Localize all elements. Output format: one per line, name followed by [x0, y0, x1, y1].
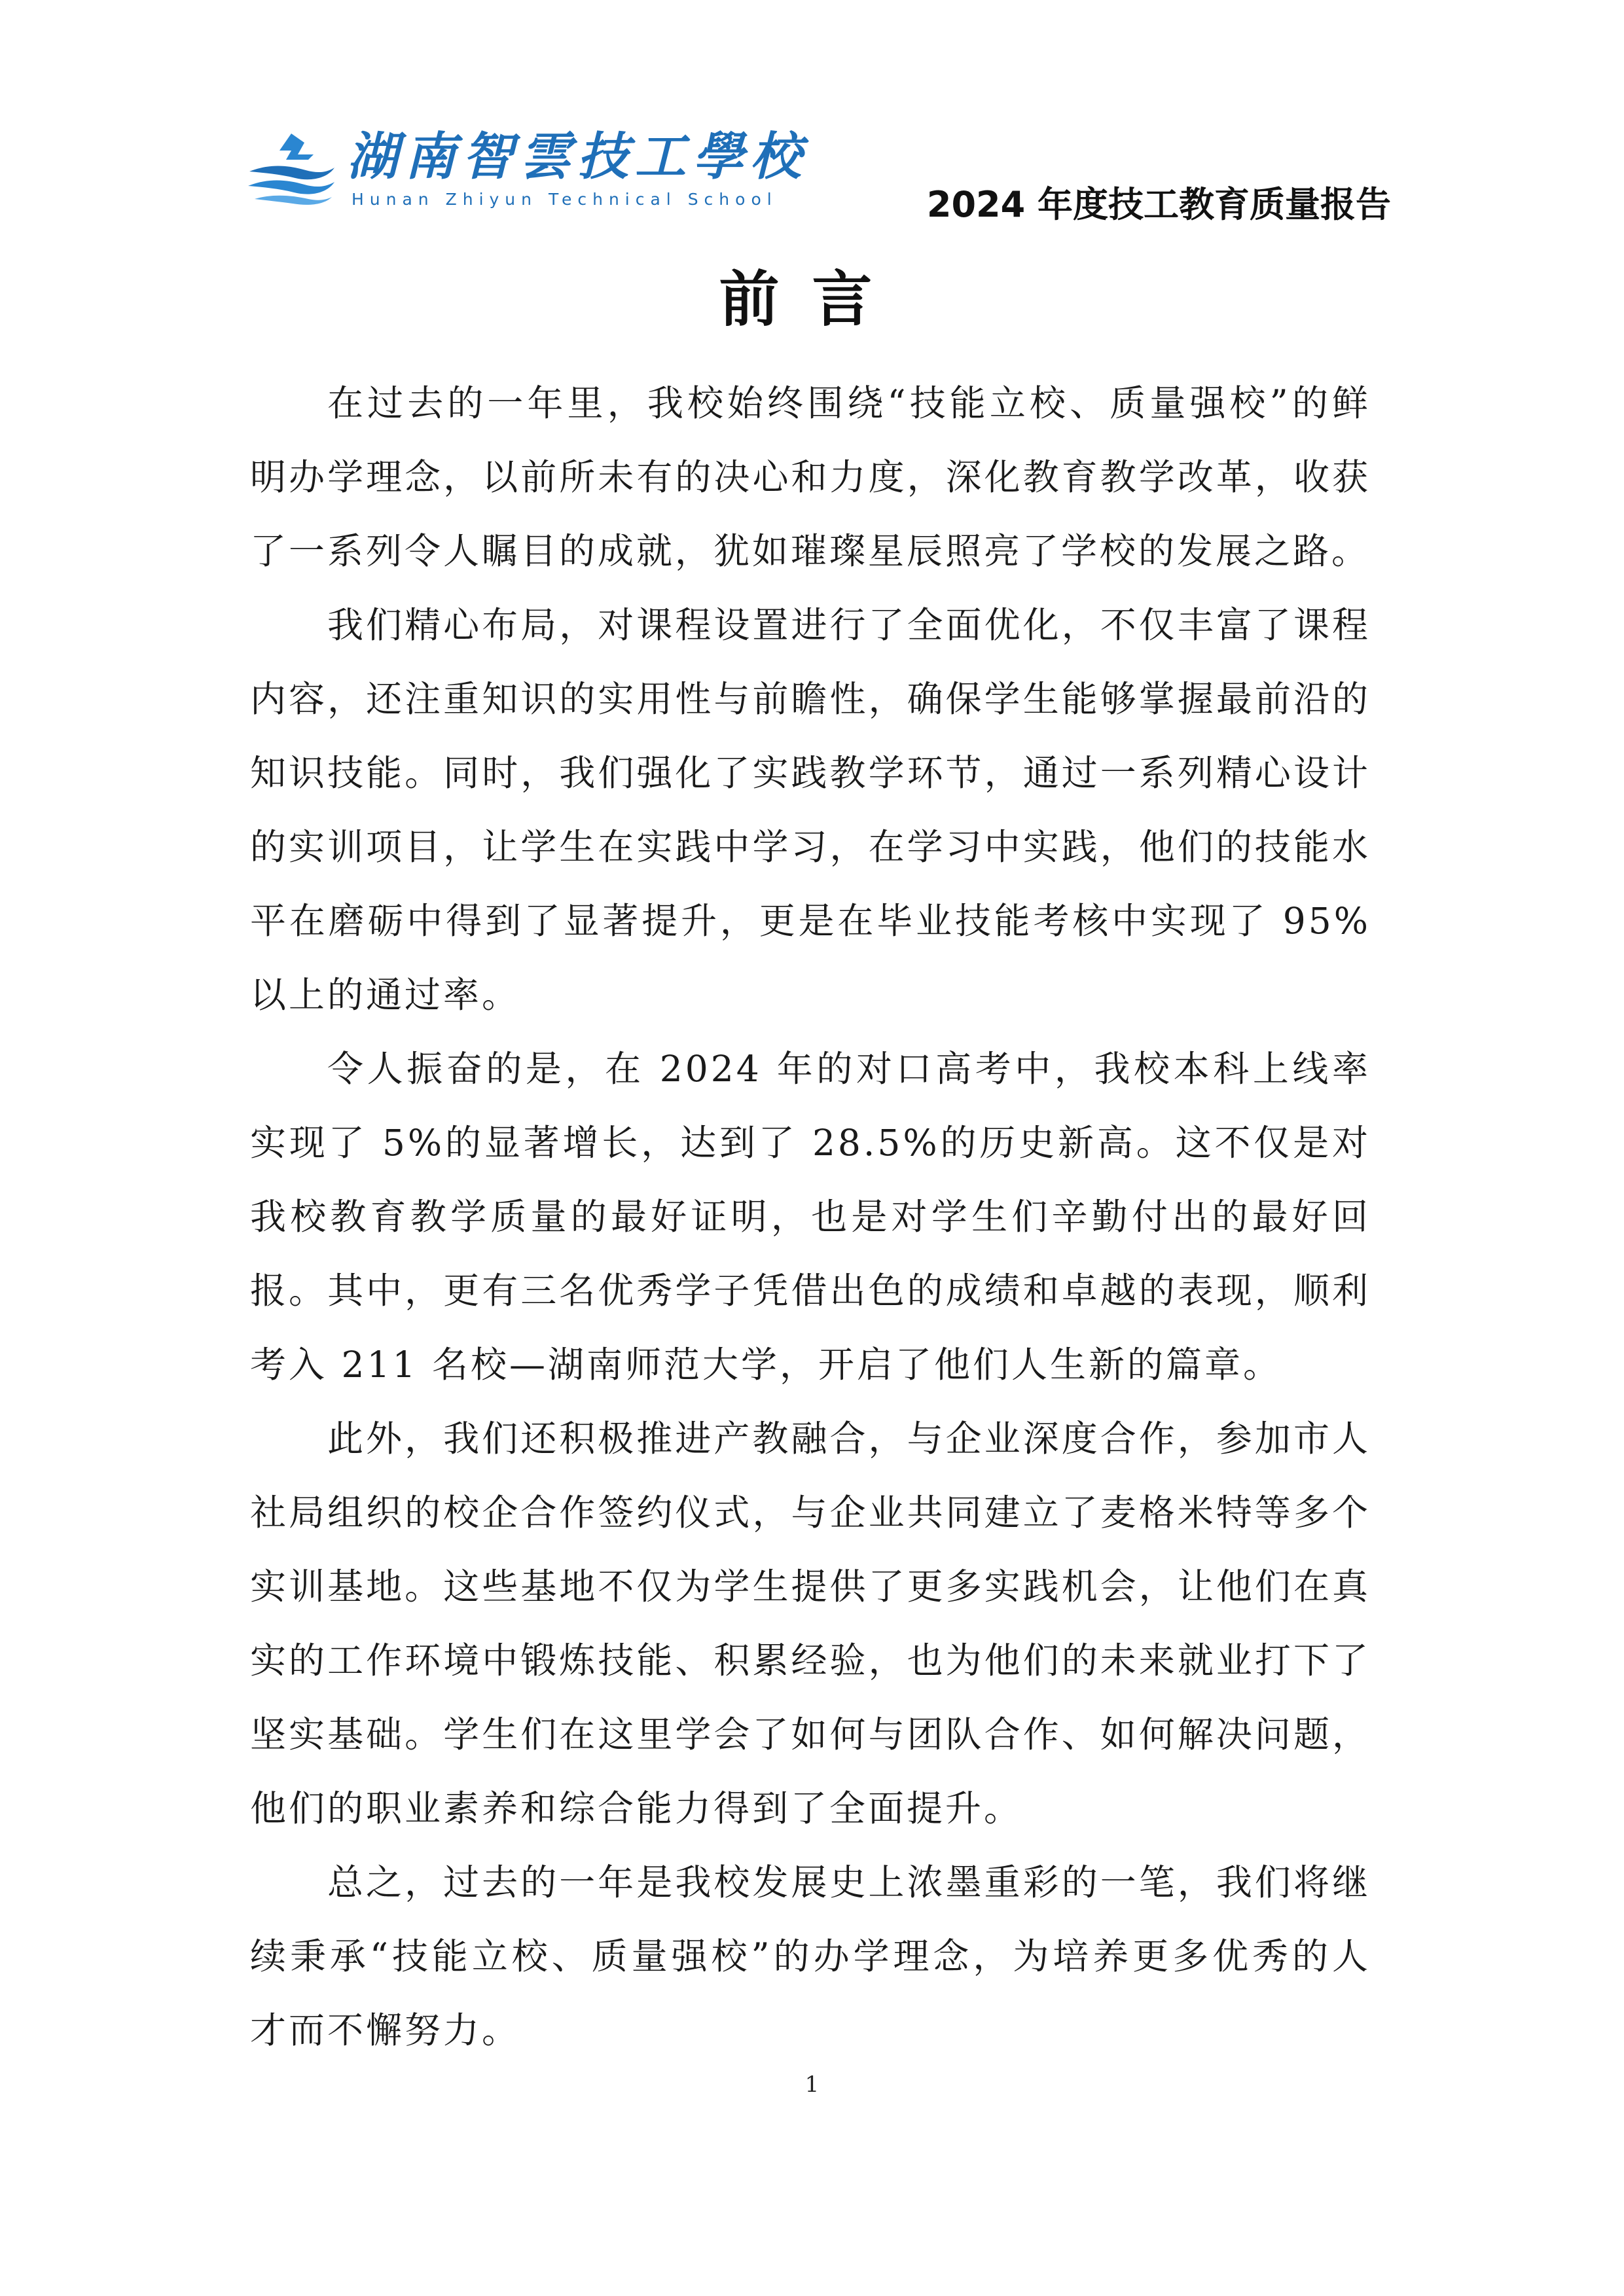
page-heading: 前言	[719, 264, 905, 334]
body-content	[250, 367, 1371, 2068]
paragraph-2: 我们精心布局，对课程设置进行了全面优化，不仅丰富了课程内容，还注重知识的实用性与前瞻性，确保学生能够掌握最前沿的知识技能。同时，我们强化了实践教学环节，通过一系列精心设计的实训项目，让学生在实践中学习，在学习中实践，他们的技能水平在磨砺中得到了显著提升，更是在毕业技能考核中实现了 95%以上的通过率。	[250, 604, 1371, 1016]
school-logo	[245, 124, 808, 223]
paragraph-4: 此外，我们还积极推进产教融合，与企业深度合作，参加市人社局组织的校企合作签约仪式，与企业共同建立了麦格米特等多个实训基地。这些基地不仅为学生提供了更多实践机会，让他们在真实的工作环境中锻炼技能、积累经验，也为他们的未来就业打下了坚实基础。学生们在这里学会了如何与团队合作、如何解决问题，他们的职业素养和综合能力得到了全面提升。	[250, 1418, 1371, 1829]
report-title: 2024 年度技工教育质量报告	[926, 184, 1391, 225]
paragraph-5: 总之，过去的一年是我校发展史上浓墨重彩的一笔，我们将继续秉承“技能立校、质量强校”的办学理念，为培养更多优秀的人才而不懈努力。	[250, 1861, 1371, 2051]
wave-logo-icon	[245, 131, 337, 206]
logo-chinese-name: 湖南智雲技工學校	[347, 127, 808, 187]
paragraph-3: 令人振奋的是，在 2024 年的对口高考中，我校本科上线率实现了 5%的显著增长，达到了 28.5%的历史新高。这不仅是对我校教育教学质量的最好证明，也是对学生们辛勤付出的最好回报。其中，更有三名优秀学子凭借出色的成绩和卓越的表现，顺利考入 211 名校—湖南师范大学，开启了他们人生新的篇章。	[250, 1048, 1371, 1386]
page-number: 1	[804, 2072, 820, 2098]
page-header	[245, 124, 1391, 229]
paragraph-1: 在过去的一年里，我校始终围绕“技能立校、质量强校”的鲜明办学理念，以前所未有的决心和力度，深化教育教学改革，收获了一系列令人瞩目的成就，犹如璀璨星辰照亮了学校的发展之路。	[250, 382, 1371, 572]
logo-english-name: Hunan Zhiyun Technical School	[352, 190, 778, 209]
